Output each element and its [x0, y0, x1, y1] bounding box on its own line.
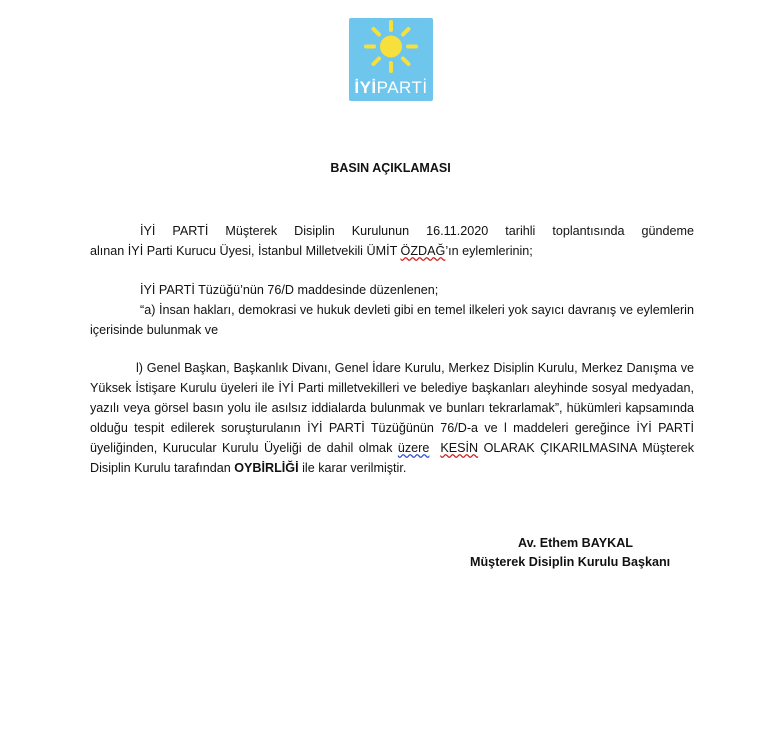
paragraph-intro-line1-text: İYİ PARTİ Müşterek Disiplin Kurulunun 16.11.2020 tarihli toplantısında gündeme: [140, 224, 694, 238]
paragraph-intro-line1: [90, 221, 694, 241]
party-logo: [349, 18, 433, 101]
paragraph-intro: [90, 221, 694, 261]
decision-gap: [429, 441, 440, 455]
decision-text-a: l) Genel Başkan, Başkanlık Divanı, Genel İdare Kurulu, Merkez Disiplin Kurulu, Merkez Danışma ve Yüksek İstişare Kurulu üyeleri ile İYİ Parti milletvekilleri ve belediye başkanları aleyhinde sosyal medyadan, yazılı veya görsel basın yolu ile asılsız iddialarda bulunmak ve bunları tekrarlamak”, hükümleri kapsamında olduğu tespit edilerek soruşturulanın İYİ PARTİ Tüzüğünün 76/D-a ve l maddeleri gereğince İYİ PARTİ üyeliğinden, Kurucular Kurulu Üyeliği de dahil olmak: [90, 361, 694, 455]
word-kesin: KESİN: [440, 441, 479, 455]
regulation-line-text: İYİ PARTİ Tüzüğü’nün 76/D maddesinde düzenlenen;: [140, 283, 439, 297]
signature-name: Av. Ethem BAYKAL: [518, 536, 633, 550]
logo-text: [349, 78, 433, 98]
paragraph-intro-line2: [90, 241, 694, 261]
paragraph-intro-line2-a: alınan İYİ Parti Kurucu Üyesi, İstanbul Milletvekili ÜMİT: [90, 244, 401, 258]
document-title: BASIN AÇIKLAMASI: [330, 161, 451, 175]
logo-text-bold: İYİ: [354, 78, 377, 97]
word-oybirligi: OYBİRLİĞİ: [234, 461, 299, 475]
sun-icon: [349, 18, 433, 78]
paragraph-intro-line2-b: ’ın eylemlerinin;: [445, 244, 533, 258]
word-uzere: üzere: [397, 441, 430, 455]
regulation-quote-text: “a) İnsan hakları, demokrasi ve hukuk devleti gibi en temel ilkeleri yok sayıcı davranış ve eylemlerin içerisinde bulunmak ve: [90, 303, 694, 337]
paragraph-regulation: [90, 280, 694, 340]
decision-text-c: ile karar verilmiştir.: [298, 461, 407, 475]
signature-role: Müşterek Disiplin Kurulu Başkanı: [470, 555, 671, 569]
decision-text-b: OLARAK ÇIKARILMASINA Müşterek Disiplin Kurulu tarafından: [90, 441, 694, 475]
name-ozdag: ÖZDAĞ: [400, 244, 446, 258]
logo-text-regular: PARTİ: [376, 78, 428, 97]
paragraph-decision: [90, 358, 694, 478]
regulation-line: [90, 280, 694, 300]
regulation-quote: [90, 300, 694, 340]
